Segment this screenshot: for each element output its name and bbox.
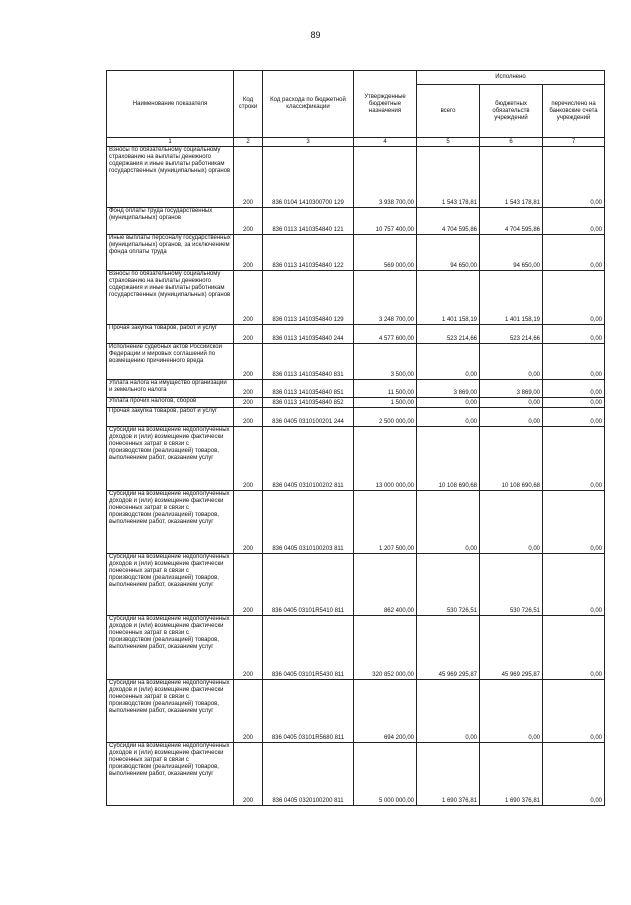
row-total: 0,00 [417,680,480,743]
row-name: Фонд оплаты труда государственных (муниципальных) органов [107,208,234,235]
row-name: Субсидии на возмещение недополученных доходов и (или) возмещение фактически понесенных затрат в связи с производством (реализацией) товаров, выполнением работ, оказанием услуг [107,427,234,491]
table-row [107,743,605,806]
table-row [107,427,605,491]
row-transferred: 0,00 [543,680,605,743]
header-executed: Исполнено [417,71,605,85]
row-classification: 836 0405 03101R5430 811 [263,616,354,680]
table-row [107,408,605,427]
row-total: 94 650,00 [417,235,480,271]
row-institutions: 0,00 [480,344,543,380]
table-row [107,680,605,743]
row-code: 200 [234,680,263,743]
row-institutions: 0,00 [480,398,543,408]
column-number: 4 [354,138,417,147]
row-transferred: 0,00 [543,408,605,427]
table-row [107,491,605,554]
row-transferred: 0,00 [543,616,605,680]
table-row [107,398,605,408]
row-transferred: 0,00 [543,398,605,408]
row-approved: 3 248 700,00 [354,271,417,325]
column-number-row [107,138,605,147]
row-code: 200 [234,235,263,271]
row-institutions: 523 214,66 [480,325,543,344]
row-total: 45 969 295,87 [417,616,480,680]
column-number: 6 [480,138,543,147]
column-number: 5 [417,138,480,147]
row-transferred: 0,00 [543,147,605,208]
row-institutions: 1 690 376,81 [480,743,543,806]
row-code: 200 [234,743,263,806]
row-code: 200 [234,147,263,208]
row-transferred: 0,00 [543,491,605,554]
row-institutions: 1 543 178,81 [480,147,543,208]
row-classification: 836 0113 1410354840 121 [263,208,354,235]
row-total: 3 869,00 [417,380,480,398]
row-total: 0,00 [417,344,480,380]
row-classification: 836 0405 0310100201 244 [263,408,354,427]
row-institutions: 3 869,00 [480,380,543,398]
row-classification: 836 0113 1410354840 852 [263,398,354,408]
row-transferred: 0,00 [543,554,605,616]
table-row [107,616,605,680]
row-approved: 3 938 700,00 [354,147,417,208]
row-name: Взносы по обязательному социальному страхованию на выплаты денежного содержания и иные выплаты работникам государственных (муниципальных) органов [107,147,234,208]
row-approved: 1 207 500,00 [354,491,417,554]
row-approved: 10 757 400,00 [354,208,417,235]
row-code: 200 [234,554,263,616]
row-total: 1 401 158,19 [417,271,480,325]
row-name: Субсидии на возмещение недополученных доходов и (или) возмещение фактически понесенных затрат в связи с производством (реализацией) товаров, выполнением работ, оказанием услуг [107,554,234,616]
row-total: 10 108 690,68 [417,427,480,491]
row-approved: 4 577 600,00 [354,325,417,344]
row-classification: 836 0113 1410354840 122 [263,235,354,271]
row-code: 200 [234,380,263,398]
row-classification: 836 0405 0310100203 811 [263,491,354,554]
row-total: 530 726,51 [417,554,480,616]
table-row [107,271,605,325]
row-institutions: 1 401 158,19 [480,271,543,325]
row-approved: 569 000,00 [354,235,417,271]
column-number: 2 [234,138,263,147]
row-institutions: 94 650,00 [480,235,543,271]
row-name: Прочая закупка товаров, работ и услуг [107,325,234,344]
header-classification: Код расхода по бюджетной классификации [263,71,354,138]
row-institutions: 0,00 [480,408,543,427]
row-code: 200 [234,427,263,491]
row-name: Уплата налога на имущество организаций и земельного налога [107,380,234,398]
row-code: 200 [234,271,263,325]
row-code: 200 [234,616,263,680]
row-total: 4 704 595,86 [417,208,480,235]
header-code: Код строки [234,71,263,138]
row-approved: 3 500,00 [354,344,417,380]
row-code: 200 [234,408,263,427]
header-transferred: перечислено на банковские счета учреждений [543,85,605,138]
row-total: 0,00 [417,408,480,427]
row-approved: 862 400,00 [354,554,417,616]
row-institutions: 530 726,51 [480,554,543,616]
row-transferred: 0,00 [543,743,605,806]
row-name: Субсидии на возмещение недополученных доходов и (или) возмещение фактически понесенных затрат в связи с производством (реализацией) товаров, выполнением работ, оказанием услуг [107,616,234,680]
row-approved: 320 852 000,00 [354,616,417,680]
row-total: 1 690 376,81 [417,743,480,806]
table-row [107,380,605,398]
table-row [107,208,605,235]
row-institutions: 0,00 [480,680,543,743]
page-number: 89 [310,30,321,40]
row-name: Субсидии на возмещение недополученных доходов и (или) возмещение фактически понесенных затрат в связи с производством (реализацией) товаров, выполнением работ, оказанием услуг [107,743,234,806]
column-number: 7 [543,138,605,147]
row-approved: 694 200,00 [354,680,417,743]
row-transferred: 0,00 [543,208,605,235]
row-code: 200 [234,325,263,344]
row-approved: 2 500 000,00 [354,408,417,427]
table-row [107,235,605,271]
row-approved: 5 000 000,00 [354,743,417,806]
column-number: 3 [263,138,354,147]
row-classification: 836 0113 1410354840 129 [263,271,354,325]
row-transferred: 0,00 [543,235,605,271]
header-approved: Утвержденные бюджетные назначения [354,71,417,138]
row-transferred: 0,00 [543,380,605,398]
row-name: Субсидии на возмещение недополученных доходов и (или) возмещение фактически понесенных затрат в связи с производством (реализацией) товаров, выполнением работ, оказанием услуг [107,680,234,743]
row-classification: 836 0405 0310100202 811 [263,427,354,491]
header-name: Наименование показателя [107,71,234,138]
header-institutions: бюджетных обязательств учреждений [480,85,543,138]
row-approved: 11 500,00 [354,380,417,398]
column-number: 1 [107,138,234,147]
row-name: Прочая закупка товаров, работ и услуг [107,408,234,427]
row-transferred: 0,00 [543,427,605,491]
budget-execution-table [106,70,605,806]
row-approved: 1 500,00 [354,398,417,408]
row-classification: 836 0405 0320100200 811 [263,743,354,806]
row-classification: 836 0405 03101R5410 811 [263,554,354,616]
row-institutions: 10 108 690,68 [480,427,543,491]
row-classification: 836 0113 1410354840 851 [263,380,354,398]
row-name: Субсидии на возмещение недополученных доходов и (или) возмещение фактически понесенных затрат в связи с производством (реализацией) товаров, выполнением работ, оказанием услуг [107,491,234,554]
table-row [107,554,605,616]
row-approved: 13 000 000,00 [354,427,417,491]
row-institutions: 45 969 295,87 [480,616,543,680]
row-transferred: 0,00 [543,325,605,344]
row-name: Исполнение судебных актов Российской Федерации и мировых соглашений по возмещению причиненного вреда [107,344,234,380]
table-row [107,147,605,208]
row-transferred: 0,00 [543,344,605,380]
row-transferred: 0,00 [543,271,605,325]
row-name: Иные выплаты персоналу государственных (муниципальных) органов, за исключением фонда оплаты труда [107,235,234,271]
row-total: 1 543 178,81 [417,147,480,208]
row-total: 0,00 [417,491,480,554]
row-code: 200 [234,344,263,380]
row-code: 200 [234,208,263,235]
row-code: 200 [234,398,263,408]
row-institutions: 4 704 595,86 [480,208,543,235]
row-total: 523 214,66 [417,325,480,344]
row-institutions: 0,00 [480,491,543,554]
row-name: Взносы по обязательному социальному страхованию на выплаты денежного содержания и иные выплаты работникам государственных (муниципальных) органов [107,271,234,325]
row-code: 200 [234,491,263,554]
row-name: Уплата прочих налогов, сборов [107,398,234,408]
row-total: 0,00 [417,398,480,408]
table-row [107,325,605,344]
row-classification: 836 0104 1410300700 129 [263,147,354,208]
header-total: всего [417,85,480,138]
row-classification: 836 0113 1410354840 831 [263,344,354,380]
row-classification: 836 0405 03101R5680 811 [263,680,354,743]
table-row [107,344,605,380]
row-classification: 836 0113 1410354840 244 [263,325,354,344]
